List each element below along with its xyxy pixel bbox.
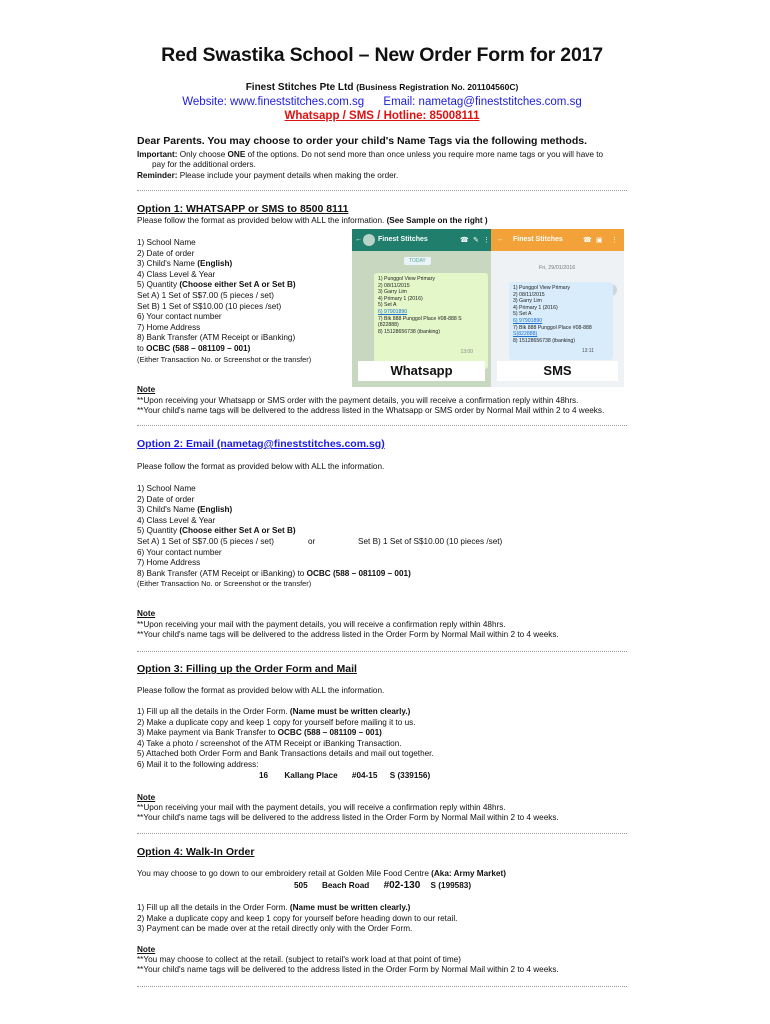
option4-list (137, 903, 457, 935)
whatsapp-label: Whatsapp (358, 361, 485, 381)
option4-address: 505 Beach Road #02-130 S (199583) (294, 880, 472, 891)
list-item: 8) Bank Transfer (ATM Receipt or iBanking) (137, 333, 296, 343)
option3-note-1: **Upon receiving your mail with the payment details, you will receive a confirmation reply within 48hrs. (137, 803, 506, 812)
list-item: 7) Home Address (137, 322, 201, 332)
list-item: Set A) 1 Set of S$7.00 (5 pieces / set) (137, 290, 274, 300)
sms-header (491, 229, 624, 251)
phone-icon: ☎ (460, 237, 469, 244)
option3-note-2: **Your child's name tags will be delivered to the address listed in the Order Form by Normal Mail within 2 to 4 weeks. (137, 813, 559, 822)
list-item: 4) Take a photo / screenshot of the ATM Receipt or iBanking Transaction. (137, 738, 402, 748)
website-link[interactable]: Website: www.fineststitches.com.sg (182, 96, 365, 108)
menu-icon: ⋮ (483, 237, 490, 244)
company-reg: (Business Registration No. 201104560C) (356, 82, 519, 92)
list-item: to OCBC (588 – 081109 – 001) (137, 343, 251, 353)
date-label: Fri, 29/01/2016 (539, 265, 576, 271)
option3-instruction: Please follow the format as provided below with ALL the information. (137, 686, 385, 695)
option2-note-label: Note (137, 609, 156, 618)
message-time: 13:11 (581, 348, 594, 354)
option3-list (137, 707, 434, 771)
option2-note-2: **Your child's name tags will be delivered to the address listed in the Order Form by Normal Mail within 2 to 4 weeks. (137, 630, 559, 639)
email-link[interactable]: Email: nametag@fineststitches.com.sg (383, 96, 582, 108)
chat-contact-name: Finest Stitches (513, 236, 563, 243)
option1-list (137, 238, 311, 365)
whatsapp-header (352, 229, 491, 251)
divider (137, 425, 627, 426)
whatsapp-sample-image (352, 229, 491, 387)
back-arrow-icon: ← (355, 236, 362, 243)
divider (137, 651, 627, 652)
list-item: 3) Payment can be made over at the retail directly only with the Order Form. (137, 924, 413, 934)
list-item: (Either Transaction No. or Screenshot or the transfer) (137, 354, 312, 364)
list-item: 1) Fill up all the details in the Order Form. (Name must be written clearly.) (137, 707, 411, 716)
option1-note-1: **Upon receiving your Whatsapp or SMS order with the payment details, you will receive a confirmation reply within 48hrs. (137, 396, 579, 405)
list-item: 7) Home Address (137, 558, 201, 568)
list-item: 5) Attached both Order Form and Bank Transactions details and mail out together. (137, 749, 434, 759)
intro-important-cont: pay for the additional orders. (152, 160, 256, 169)
list-item: Set A) 1 Set of S$7.00 (5 pieces / set) or Set B) 1 Set of S$10.00 (10 pieces /set) (137, 536, 503, 546)
option2-note-1: **Upon receiving your mail with the payment details, you will receive a confirmation reply within 48hrs. (137, 620, 506, 629)
option4-intro: You may choose to go down to our embroidery retail at Golden Mile Food Centre (Aka: Army Market) (137, 869, 506, 878)
sms-label: SMS (497, 361, 618, 381)
list-item: 3) Child's Name (English) (137, 259, 233, 269)
attach-icon: ✎ (473, 237, 479, 244)
page-title: Red Swastika School – New Order Form for 2017 (161, 44, 603, 66)
option3-note-label: Note (137, 793, 156, 802)
hotline[interactable]: Whatsapp / SMS / Hotline: 85008111 (284, 110, 480, 122)
intro-reminder: Reminder: Please include your payment details when making the order. (137, 171, 399, 180)
divider (137, 190, 627, 191)
delete-icon: ▣ (596, 237, 603, 244)
list-item: 6) Your contact number (137, 312, 222, 322)
chat-contact-name: Finest Stitches (378, 236, 428, 243)
menu-icon: ⋮ (611, 237, 618, 244)
option1-instruction: Please follow the format as provided below with ALL the information. (See Sample on the right ) (137, 216, 488, 225)
list-item: 2) Date of order (137, 494, 195, 504)
date-chip: TODAY (404, 257, 431, 265)
whatsapp-message-bubble: 1) Punggol View Primary 2) 08/11/2015 3) Garry Lim 4) Primary 1 (2016) 5) Set A 6) 97901890 7) Blk 888 Punggol Place #08-888 S (822888) 8) 15128656738 (ibanking) (374, 273, 488, 369)
list-item: 5) Quantity (Choose either Set A or Set B) (137, 280, 296, 290)
sms-message-bubble: 1) Punggol View Primary 2) 08/11/2015 3) Garry Lim 4) Primary 1 (2016) 5) Set A 6) 97901890 7) Blk 888 Punggol Place #08-888 S(822888) 8) 15128656738 (ibanking) (509, 282, 613, 360)
intro-dear: Dear Parents. You may choose to order your child's Name Tags via the following methods. (137, 135, 588, 147)
list-item: Set B) 1 Set of S$10.00 (10 pieces /set) (137, 301, 282, 311)
avatar (363, 234, 375, 246)
list-item: 4) Class Level & Year (137, 269, 216, 279)
message-time: 13:00 (460, 349, 473, 355)
option3-heading: Option 3: Filling up the Order Form and Mail (137, 663, 357, 675)
option2-instruction: Please follow the format as provided below with ALL the information. (137, 462, 385, 471)
divider (137, 986, 627, 987)
list-item: (Either Transaction No. or Screenshot or the transfer) (137, 579, 312, 589)
option3-address: 16 Kallang Place #04-15 S (339156) (259, 771, 431, 780)
option4-note-2: **Your child's name tags will be delivered to the address listed in the Order Form by Normal Mail within 2 to 4 weeks. (137, 965, 559, 974)
list-item: 2) Make a duplicate copy and keep 1 copy for yourself before heading down to our retail. (137, 913, 458, 923)
list-item: 5) Quantity (Choose either Set A or Set B) (137, 526, 296, 536)
back-arrow-icon: ← (497, 236, 504, 243)
option2-list (137, 484, 503, 590)
sms-sample-image (491, 229, 624, 387)
list-item: 6) Your contact number (137, 547, 222, 557)
list-item: 1) School Name (137, 484, 196, 493)
option2-heading[interactable]: Option 2: Email (nametag@fineststitches.com.sg) (137, 438, 385, 450)
list-item: 6) Mail it to the following address: (137, 759, 259, 769)
list-item: 3) Child's Name (English) (137, 505, 233, 515)
option1-heading: Option 1: WHATSAPP or SMS to 8500 8111 (137, 203, 349, 215)
list-item: 1) School Name (137, 238, 196, 247)
option4-note-1: **You may choose to collect at the retail. (subject to retail's work load at that point of time) (137, 955, 461, 964)
list-item: 2) Make a duplicate copy and keep 1 copy for yourself before mailing it to us. (137, 717, 416, 727)
list-item: 2) Date of order (137, 248, 195, 258)
list-item: 8) Bank Transfer (ATM Receipt or iBanking) to OCBC (588 – 081109 – 001) (137, 568, 411, 578)
option1-note-label: Note (137, 385, 156, 394)
option1-note-2: **Your child's name tags will be delivered to the address listed in the Whatsapp or SMS order by Normal Mail within 2 to 4 weeks. (137, 406, 605, 415)
phone-icon: ☎ (583, 237, 592, 244)
divider (137, 833, 627, 834)
company-name: Finest Stitches Pte Ltd (245, 82, 354, 93)
contact-line (137, 96, 627, 108)
option4-heading: Option 4: Walk-In Order (137, 846, 255, 858)
list-item: 4) Class Level & Year (137, 515, 216, 525)
company-line (137, 82, 627, 93)
list-item: 1) Fill up all the details in the Order Form. (Name must be written clearly.) (137, 903, 411, 912)
option4-note-label: Note (137, 945, 156, 954)
intro-important: Important: Only choose ONE of the options. Do not send more than once unless you require more name tags or you will have to (137, 150, 604, 159)
list-item: 3) Make payment via Bank Transfer to OCBC (588 – 081109 – 001) (137, 728, 382, 738)
